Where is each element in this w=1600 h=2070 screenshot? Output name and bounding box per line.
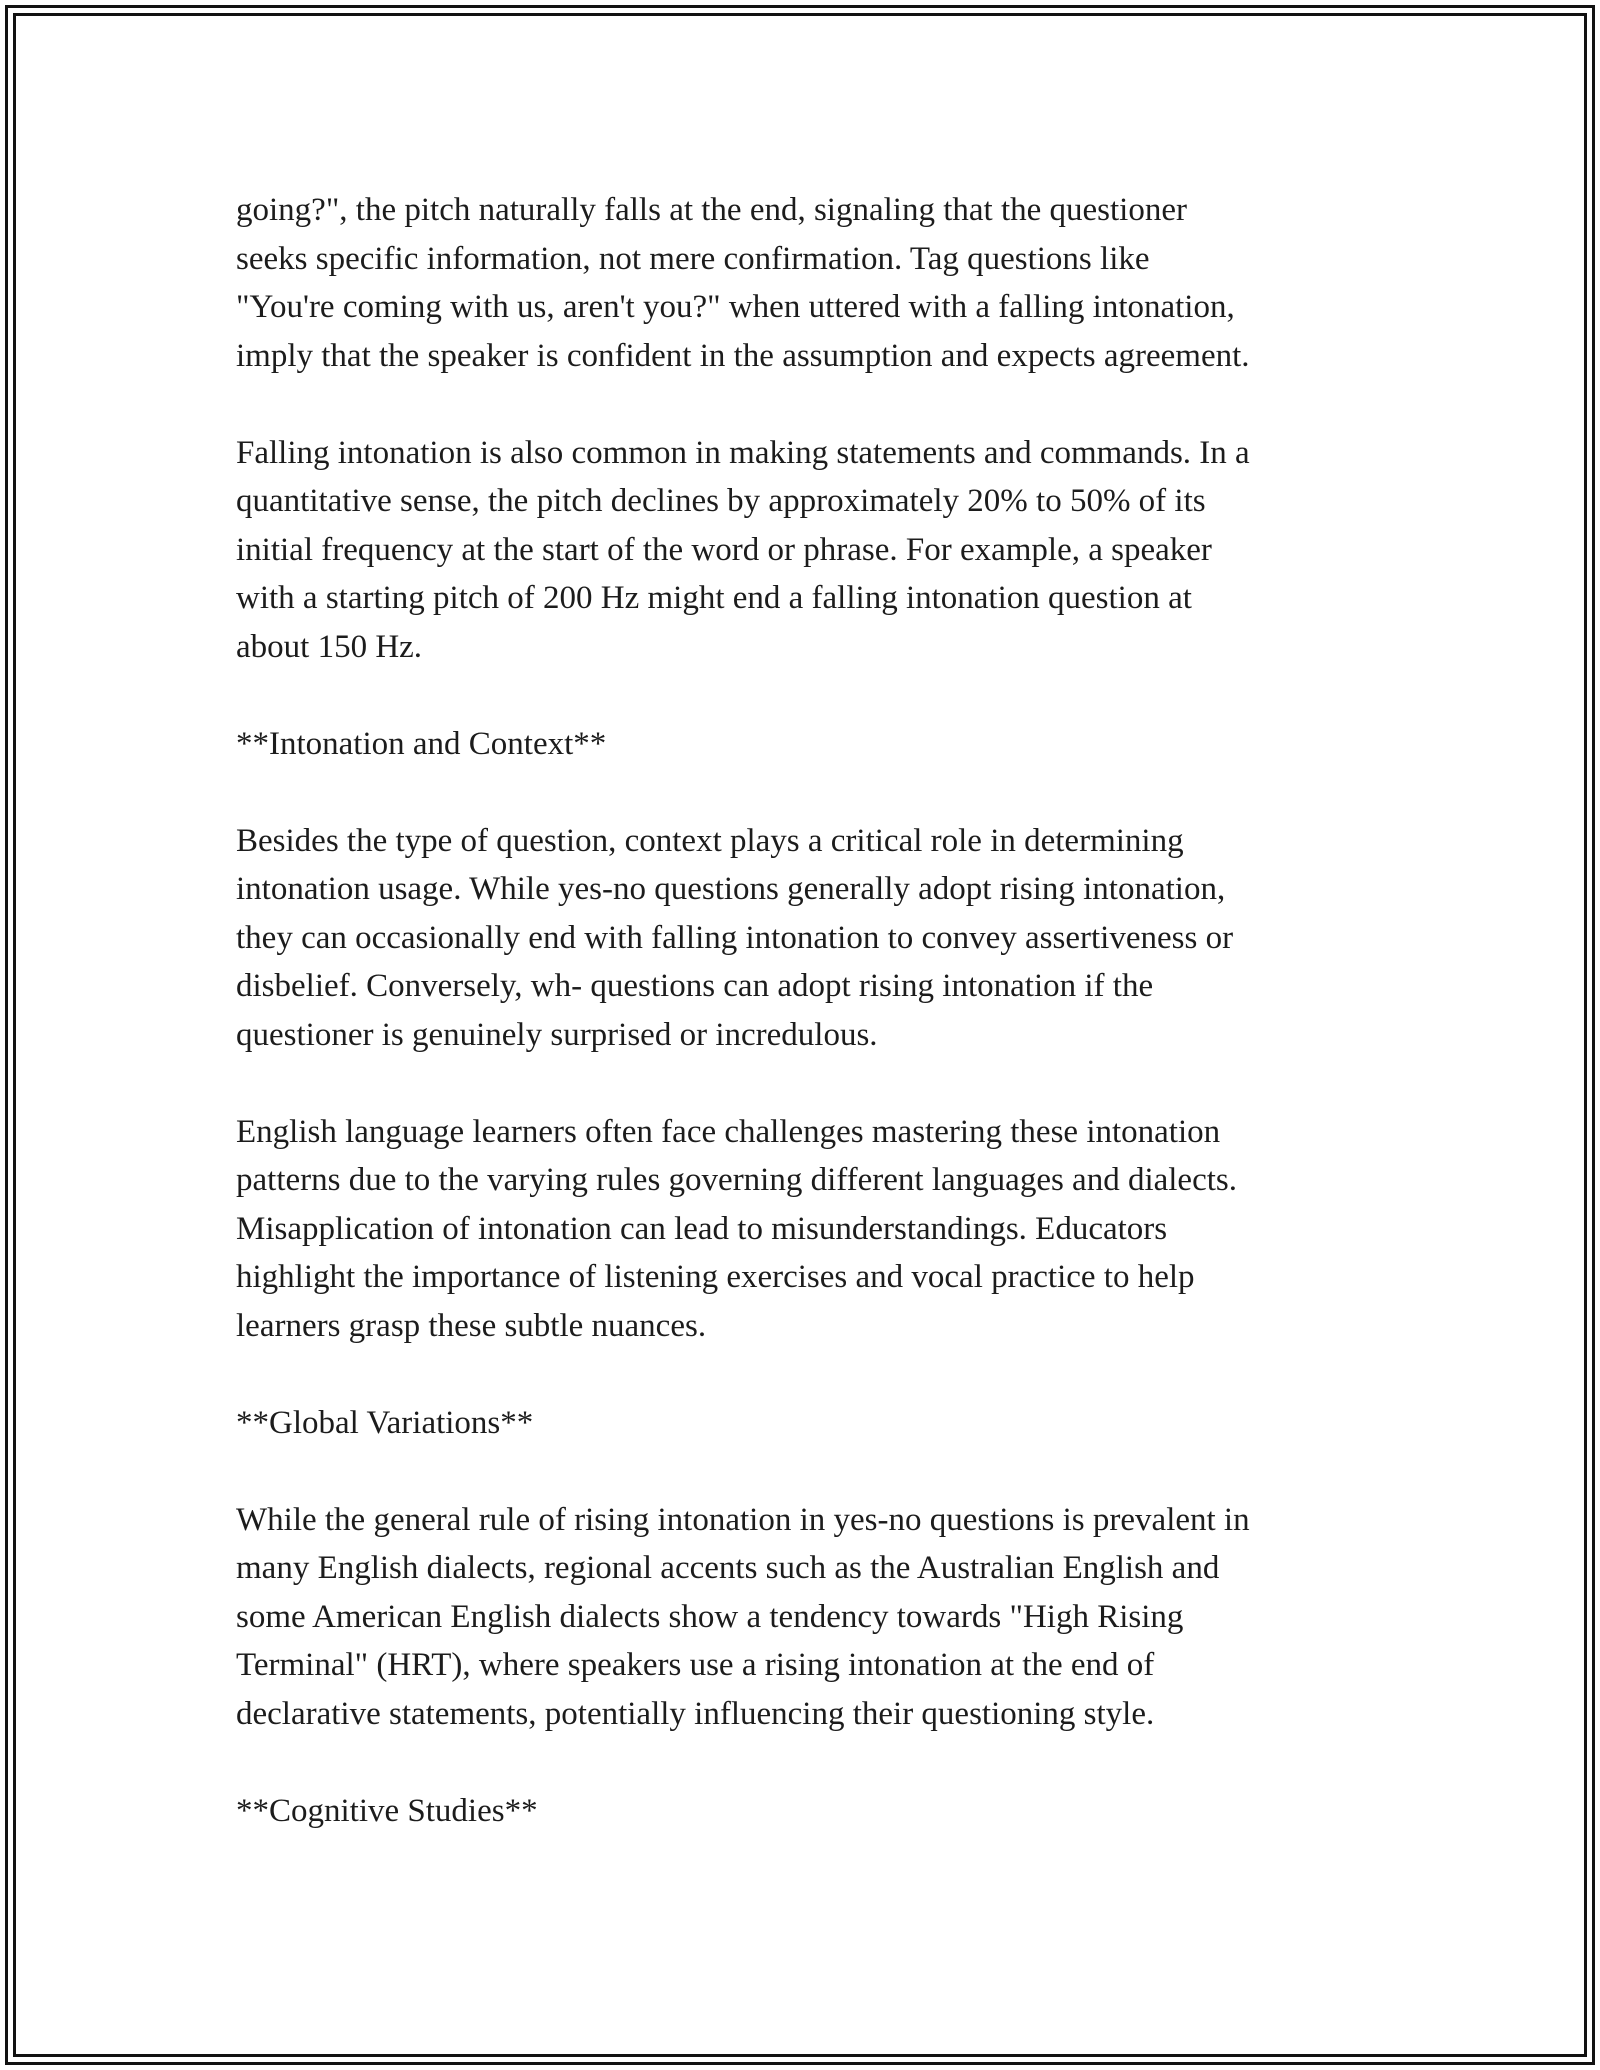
text-line: going?", the pitch naturally falls at the end, signaling that the questioner	[236, 192, 1187, 228]
text-line: questioner is genuinely surprised or incredulous.	[236, 1016, 878, 1053]
paragraph-language-learners	[236, 1108, 1416, 1351]
paragraph-high-rising-terminal	[236, 1496, 1416, 1739]
document-body	[236, 186, 1416, 1884]
heading-text: **Cognitive Studies**	[236, 1792, 538, 1829]
text-line: Misapplication of intonation can lead to misunderstandings. Educators	[236, 1210, 1168, 1247]
heading-text: **Intonation and Context**	[236, 725, 607, 762]
paragraph-falling-intonation-wh-questions	[236, 186, 1416, 380]
text-line: intonation usage. While yes-no questions generally adopt rising intonation,	[236, 871, 1226, 907]
text-line: Falling intonation is also common in making statements and commands. In a	[236, 434, 1250, 471]
text-line: many English dialects, regional accents such as the Australian English and	[236, 1550, 1220, 1586]
text-line: declarative statements, potentially influencing their questioning style.	[236, 1695, 1155, 1732]
text-line: patterns due to the varying rules governing different languages and dialects.	[236, 1162, 1237, 1198]
text-line: quantitative sense, the pitch declines by approximately 20% to 50% of its	[236, 483, 1206, 519]
text-line: they can occasionally end with falling intonation to convey assertiveness or	[236, 919, 1234, 956]
text-line: "You're coming with us, aren't you?" when uttered with a falling intonation,	[236, 289, 1235, 325]
text-line: highlight the importance of listening exercises and vocal practice to help	[236, 1259, 1195, 1295]
section-heading-intonation-and-context	[236, 720, 1416, 769]
section-heading-global-variations	[236, 1399, 1416, 1448]
section-heading-cognitive-studies	[236, 1787, 1416, 1836]
text-line: initial frequency at the start of the word or phrase. For example, a speaker	[236, 531, 1212, 568]
text-line: While the general rule of rising intonation in yes-no questions is prevalent in	[236, 1501, 1250, 1538]
text-line: some American English dialects show a tendency towards "High Rising	[236, 1598, 1184, 1635]
heading-text: **Global Variations**	[236, 1404, 534, 1441]
text-line: seeks specific information, not mere confirmation. Tag questions like	[236, 240, 1150, 277]
paragraph-statements-commands	[236, 429, 1416, 672]
text-line: about 150 Hz.	[236, 628, 423, 665]
text-line: Terminal" (HRT), where speakers use a rising intonation at the end of	[236, 1647, 1155, 1683]
text-line: imply that the speaker is confident in the assumption and expects agreement.	[236, 337, 1250, 374]
text-line: learners grasp these subtle nuances.	[236, 1307, 707, 1344]
text-line: English language learners often face challenges mastering these intonation	[236, 1113, 1221, 1150]
text-line: with a starting pitch of 200 Hz might end a falling intonation question at	[236, 580, 1192, 616]
text-line: Besides the type of question, context plays a critical role in determining	[236, 822, 1184, 859]
text-line: disbelief. Conversely, wh- questions can adopt rising intonation if the	[236, 968, 1154, 1004]
paragraph-context-role	[236, 817, 1416, 1060]
